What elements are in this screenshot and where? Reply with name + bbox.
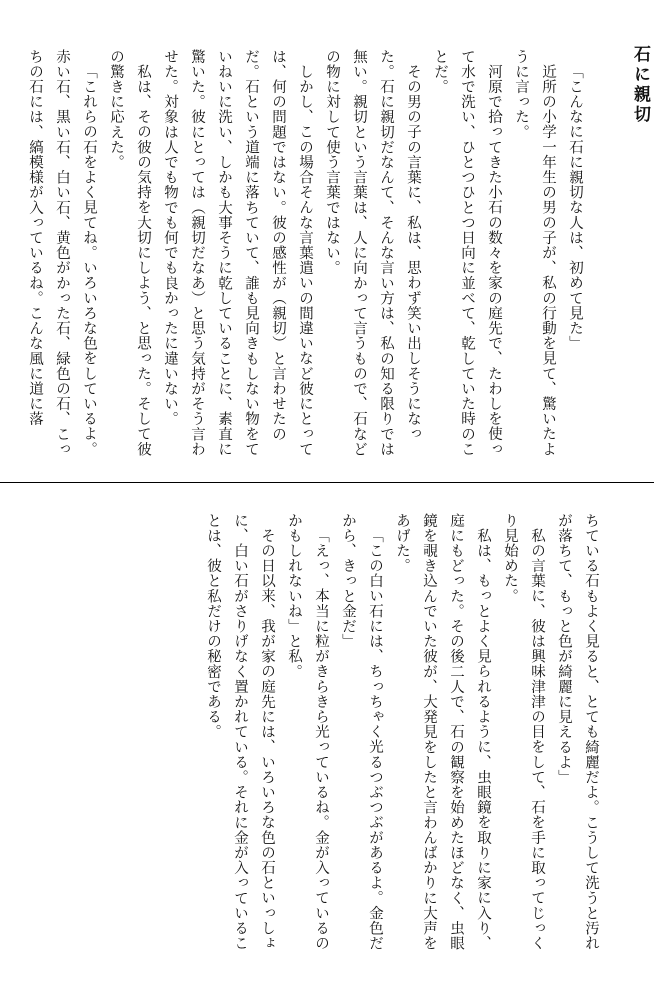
- paragraph: 河原で拾ってきた小石の数々を家の庭先で、たわしを使って水で洗い、ひとつひとつ日向に並べて、乾していた時のことだ。: [432, 49, 502, 457]
- lower-body-text: [144, 513, 604, 963]
- lower-page: [0, 486, 654, 981]
- upper-page: [0, 0, 654, 482]
- essay-title: 石に親切: [630, 45, 650, 125]
- paragraph: 私は、もっとよく見られるように、虫眼鏡を取りに家に入り、庭にもどった。その後二人で、石の観察を始めたほどなく、虫眼鏡を覗き込んでいた彼が、大発見をしたと言わんばかりに大声をあげた。: [394, 513, 491, 951]
- paragraph: 「この白い石には、ちっちゃく光るつぶつぶがあるよ。金色だから、きっと金だ」: [340, 513, 383, 951]
- paragraph: その日以来、我が家の庭先には、いろいろな色の石といっしょに、白い石がさりげなく置かれている。それに金が入っていることは、彼と私だけの秘密である。: [205, 513, 275, 951]
- paragraph: その男の子の言葉に、私は、思わず笑い出しそうになった。石に親切だなんて、そんな言い方は、私の知る限りでは無い。親切という言葉は、人に向かって言うもので、石などの物に対して使う言葉ではない。: [324, 49, 421, 457]
- paragraph: しかし、この場合そんな言葉遣いの間違いなど彼にとっては、何の問題ではない。彼の感性が（親切）と言わせたのだ。石という道端に落ちていて、誰も見向きもしない物をていねいに洗い、しかも大事そうに乾していることに、素直に驚いた。彼にとっては（親切だなあ）と思う気持がそう言わせた。対象は人でも物でも何でも良かったに違いない。: [162, 49, 313, 457]
- paragraph: 「えっ、本当に粒がきらきら光っているね。金が入っているのかもしれないね」と私。: [286, 513, 329, 951]
- paragraph: 私の言葉に、彼は興味津津の目をして、石を手に取ってじっくり見始めた。: [502, 513, 545, 951]
- paragraph: 近所の小学一年生の男の子が、私の行動を見て、驚いたように言った。: [513, 49, 556, 457]
- paragraph: 「こんなに石に親切な人は、初めて見た」: [567, 63, 583, 351]
- upper-body-text: [0, 49, 588, 469]
- paragraph: ちている石もよく見ると、とても綺麗だよ。こうして洗うと汚れが落ちて、もっと色が綺麗に見えるよ」: [556, 513, 599, 951]
- page-divider: [0, 482, 654, 483]
- paragraph: 「これらの石をよく見てね。いろいろな色をしているよ。赤い石、黒い石、白い石、黄色がかった石、緑色の石、こっちの石には、縞模様が入っているね。こんな風に道に落: [27, 49, 97, 457]
- paragraph: 私は、その彼の気持を大切にしよう、と思った。そして彼の驚きに応えた。: [108, 49, 151, 457]
